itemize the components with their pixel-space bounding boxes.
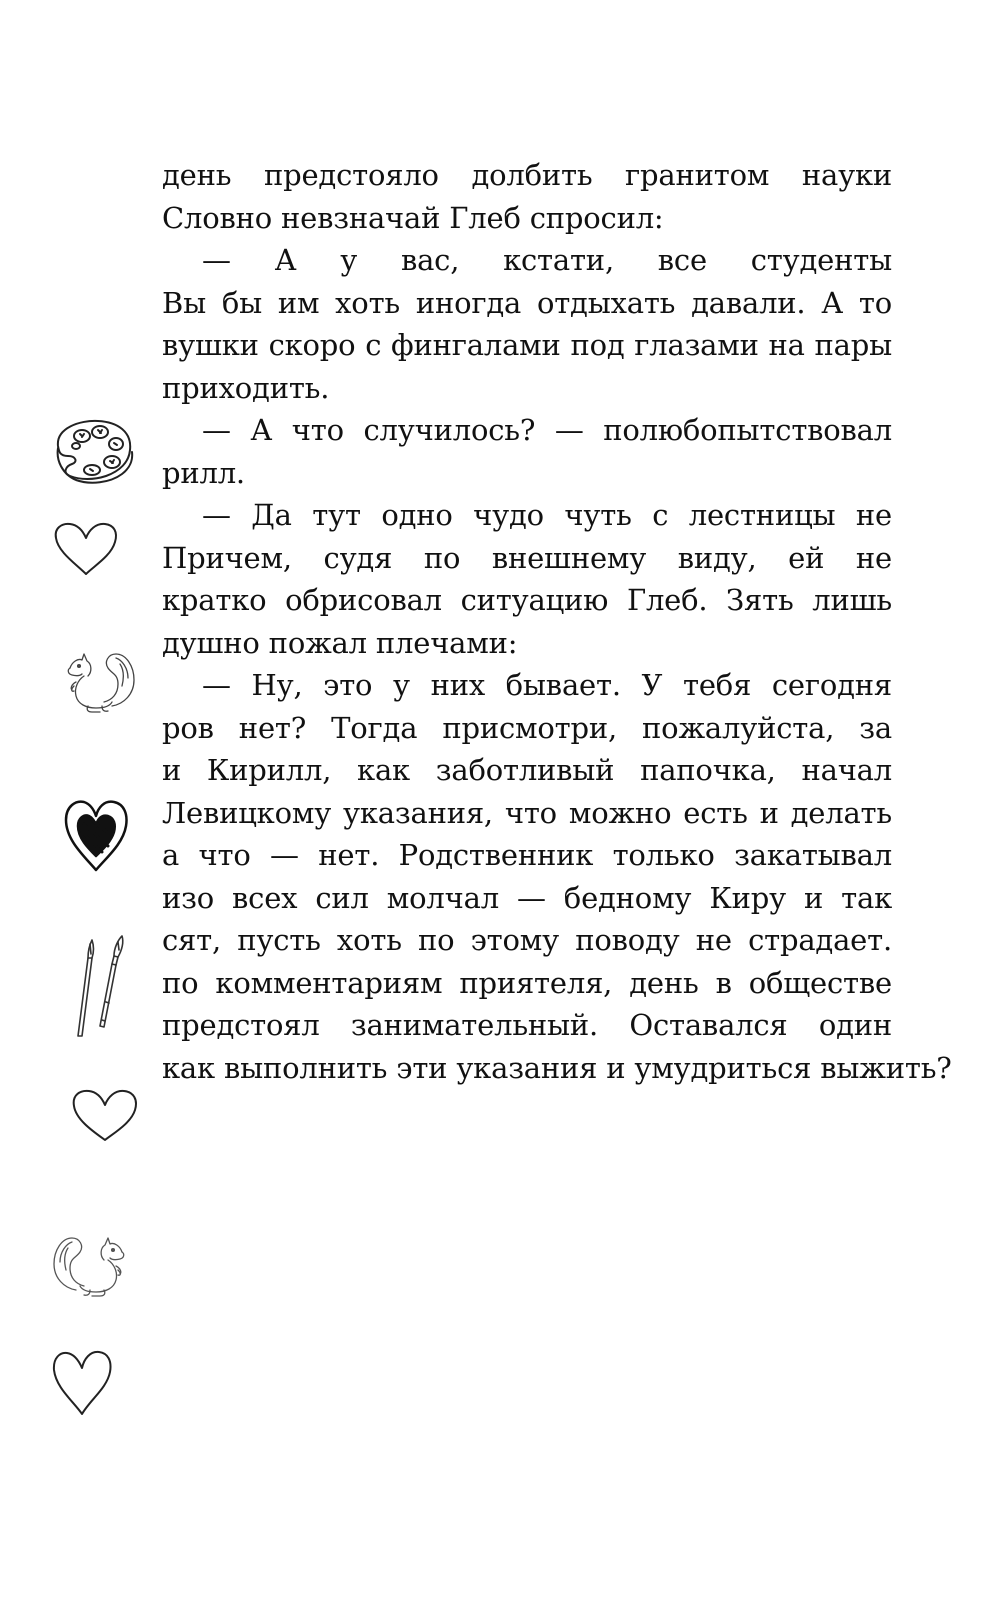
- text-line: ров нет? Тогда присмотри, пожалуйста, за: [162, 710, 892, 745]
- text-line: сят, пусть хоть по этому поводу не страдает.: [162, 923, 892, 957]
- text-line: душно пожал плечами:: [162, 625, 518, 660]
- text-line: изо всех сил молчал — бедному Киру и так: [162, 880, 892, 915]
- heart-outline-icon: [50, 1346, 114, 1418]
- text-line: предстоял занимательный. Оставался один: [162, 1008, 892, 1042]
- text-line: — Да тут одно чудо чуть с лестницы не: [202, 498, 892, 532]
- text-line: приходить.: [162, 370, 330, 405]
- text-line: — А что случилось? — полюбопытствовал: [202, 413, 892, 447]
- text-line: по комментариям приятеля, день в обществе: [162, 965, 892, 1000]
- text-line: — Ну, это у них бывает. У тебя сегодня: [202, 668, 892, 702]
- body-text: [162, 154, 952, 1089]
- text-line: и Кирилл, как заботливый папочка, начал: [162, 753, 892, 787]
- text-line: день предстояло долбить гранитом науки: [162, 158, 892, 192]
- heart-outline-icon: [70, 1086, 140, 1144]
- text-line: Вы бы им хоть иногда отдыхать давали. А то: [162, 285, 892, 320]
- palette-icon: [50, 416, 136, 486]
- text-line: — А у вас, кстати, все студенты: [202, 243, 892, 277]
- text-line: кратко обрисовал ситуацию Глеб. Зять лишь: [162, 583, 892, 617]
- text-line: а что — нет. Родственник только закатывал: [162, 838, 892, 872]
- squirrel-icon: [58, 644, 138, 716]
- heart-outline-icon: [52, 520, 120, 578]
- text-line: рилл.: [162, 455, 245, 490]
- heart-filled-icon: [62, 796, 130, 874]
- text-line: вушки скоро с фингалами под глазами на пары: [162, 328, 892, 362]
- text-line: как выполнить эти указания и умудриться выжить?: [162, 1050, 952, 1085]
- squirrel-icon: [50, 1228, 134, 1300]
- text-line: Левицкому указания, что можно есть и делать: [162, 795, 892, 830]
- paintbrush-icon: [64, 934, 128, 1040]
- text-line: Причем, судя по внешнему виду, ей не: [162, 540, 892, 575]
- text-line: Словно невзначай Глеб спросил:: [162, 200, 664, 235]
